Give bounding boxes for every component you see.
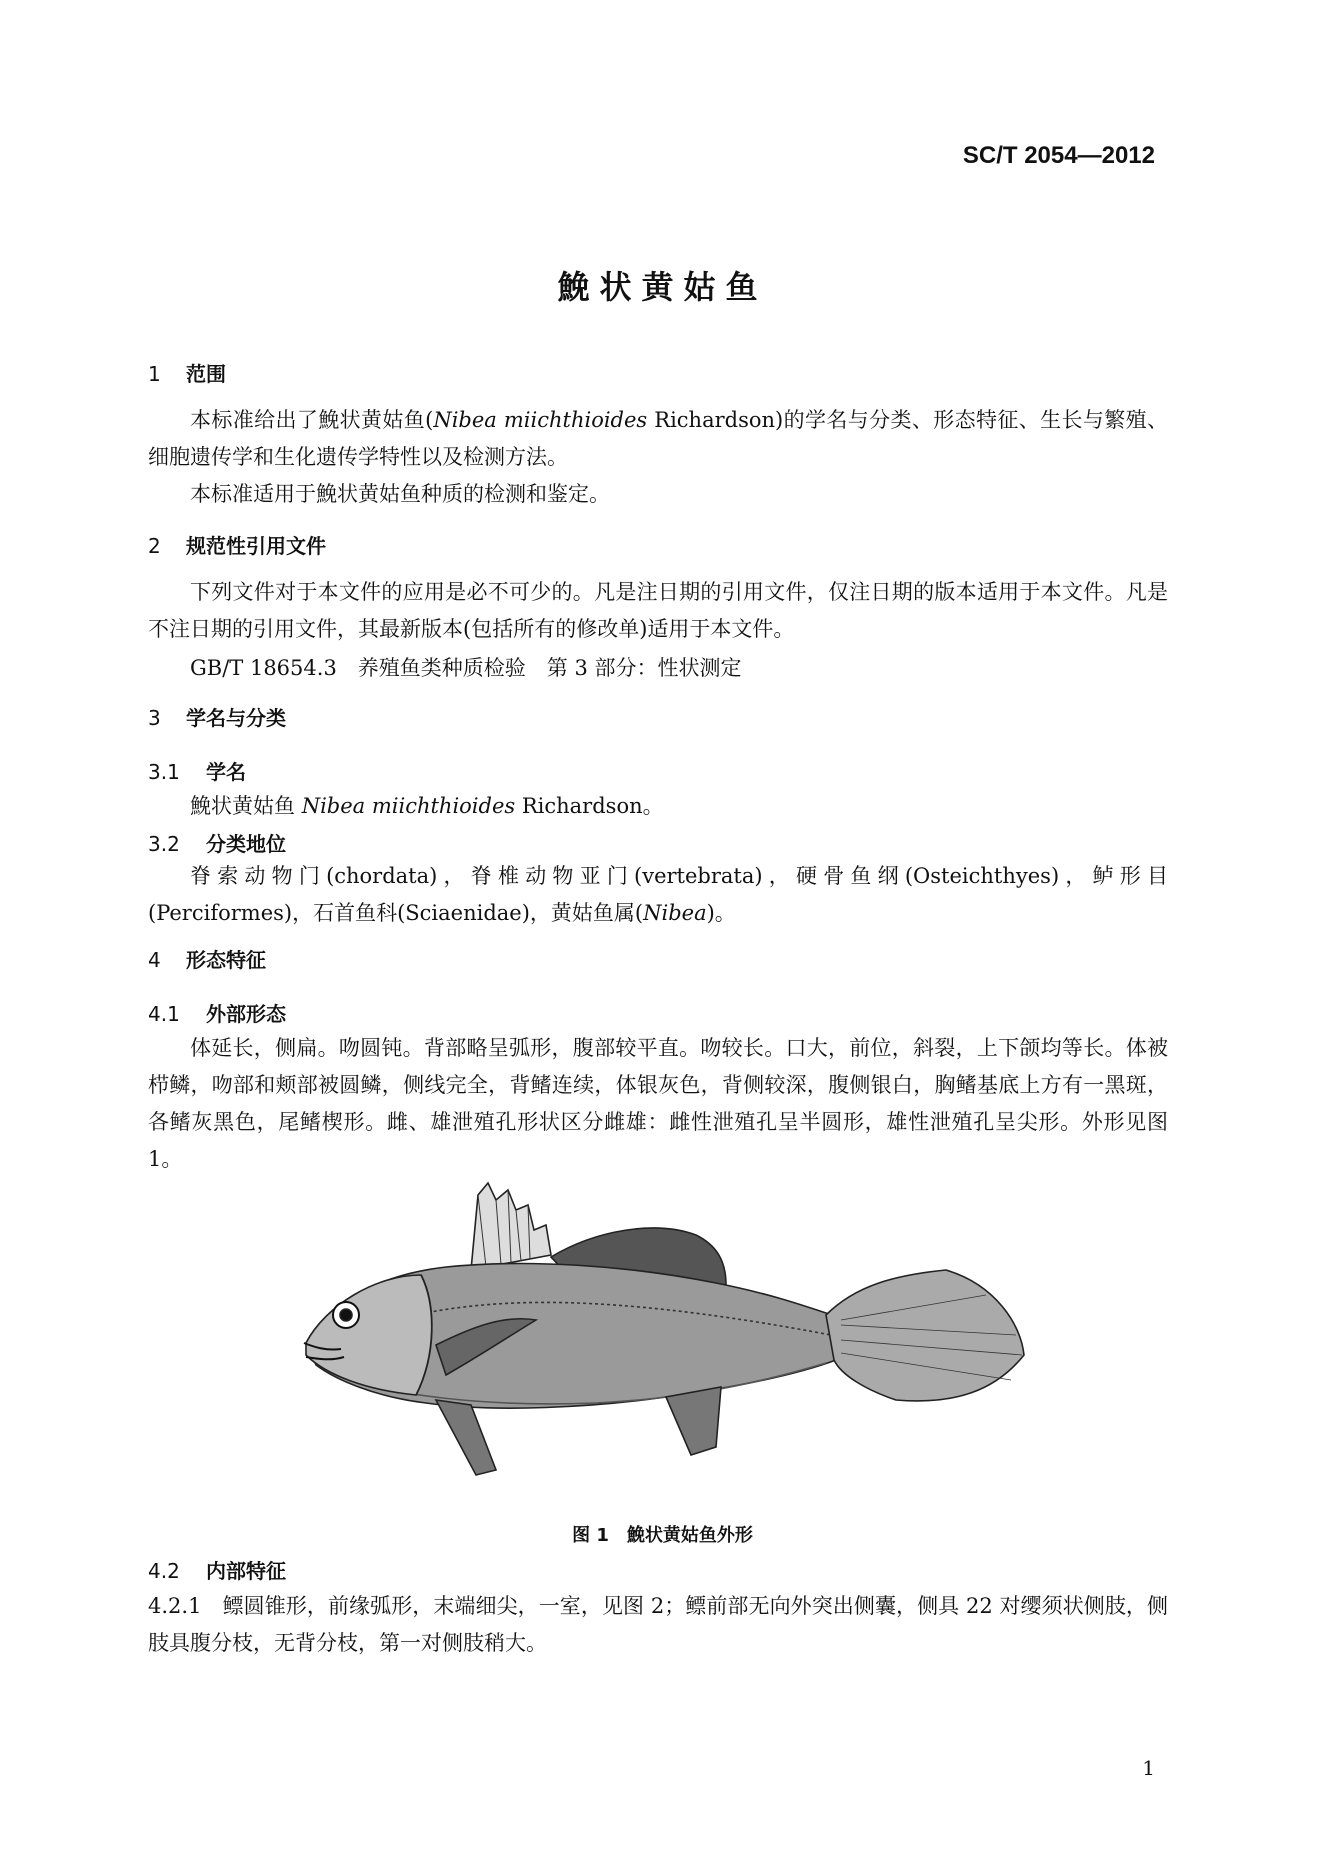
section-title: 范围 [186, 362, 226, 386]
section-number: 4 [148, 948, 161, 972]
subsection-number: 4.1 [148, 1002, 180, 1026]
section-1-paragraph-1 [148, 402, 1168, 476]
page-number: 1 [1142, 1756, 1155, 1780]
internal-features-paragraph [148, 1588, 1168, 1662]
text-run: 本标准给出了鮸状黄姑鱼( [190, 408, 434, 432]
section-title: 规范性引用文件 [186, 534, 326, 558]
caudal-fin [826, 1270, 1024, 1401]
latin-name: Nibea miichthioides [433, 408, 648, 432]
subsection-title: 学名 [206, 760, 246, 784]
subsection-title: 内部特征 [206, 1559, 286, 1583]
anal-fin [666, 1387, 721, 1455]
clause-number: 4.2.1 [148, 1594, 202, 1618]
section-3-heading [148, 702, 286, 731]
latin-name: Nibea miichthioides [301, 794, 516, 818]
subsection-number: 3.1 [148, 760, 180, 784]
fish-illustration [296, 1175, 1026, 1510]
section-title: 学名与分类 [186, 706, 286, 730]
subsection-number: 4.2 [148, 1559, 180, 1583]
subsection-title: 外部形态 [206, 1002, 286, 1026]
document-title: 鮸状黄姑鱼 [557, 268, 768, 306]
scientific-name [190, 790, 664, 820]
text-run: Richardson。 [515, 794, 664, 818]
section-2-paragraph: 下列文件对于本文件的应用是必不可少的。凡是注日期的引用文件，仅注日期的版本适用于本文件。凡是不注日期的引用文件，其最新版本(包括所有的修改单)适用于本文件。 [148, 580, 1168, 641]
text-run: 脊索动物门(chordata)，脊椎动物亚门(vertebrata)，硬骨鱼纲(Osteichthyes)，鲈形目(Perciformes)，石首鱼科(Sciaenidae)，黄姑鱼属( [148, 864, 1168, 925]
subsection-3-1-heading [148, 756, 246, 785]
section-1-heading [148, 358, 226, 387]
standard-number: SC/T 2054—2012 [962, 142, 1155, 169]
normative-reference: GB/T 18654.3 养殖鱼类种质检验 第 3 部分：性状测定 [190, 656, 742, 680]
pelvic-fin [436, 1400, 496, 1475]
external-morphology-paragraph: 体延长，侧扁。吻圆钝。背部略呈弧形，腹部较平直。吻较长。口大，前位，斜裂，上下颌均等长。体被栉鳞，吻部和颊部被圆鳞，侧线完全，背鳍连续，体银灰色，背侧较深，腹侧银白，胸鳍基底上方有一黑斑，各鳍灰黑色，尾鳍楔形。雌、雄泄殖孔形状区分雌雄：雌性泄殖孔呈半圆形，雄性泄殖孔呈尖形。外形见图 1。 [148, 1036, 1168, 1171]
section-number: 2 [148, 534, 161, 558]
subsection-4-2-heading [148, 1555, 286, 1584]
section-4-heading [148, 944, 266, 973]
subsection-title: 分类地位 [206, 832, 286, 856]
latin-name: Nibea [643, 901, 707, 925]
text-run: 鳔圆锥形，前缘弧形，末端细尖，一室，见图 2；鳔前部无向外突出侧囊，侧具 22 对缨须状侧肢，侧肢具腹分枝，无背分枝，第一对侧肢稍大。 [148, 1594, 1169, 1655]
section-title: 形态特征 [186, 948, 266, 972]
subsection-number: 3.2 [148, 832, 180, 856]
figure-1-caption: 图 1 鮸状黄姑鱼外形 [572, 1525, 753, 1546]
subsection-4-1-heading [148, 998, 286, 1027]
subsection-3-2-heading [148, 828, 286, 857]
section-number: 3 [148, 706, 161, 730]
section-1-paragraph-2: 本标准适用于鮸状黄姑鱼种质的检测和鉴定。 [190, 482, 610, 506]
classification-paragraph [148, 858, 1168, 932]
section-2-heading [148, 530, 326, 559]
text-run: 鮸状黄姑鱼 [190, 794, 302, 818]
text-run: )。 [706, 901, 736, 925]
text-run: Richardson)的学名与分类、形态特征、生长与繁殖、细胞遗传学和生化遗传学特性以及检测方法。 [148, 408, 1168, 469]
section-number: 1 [148, 362, 161, 386]
